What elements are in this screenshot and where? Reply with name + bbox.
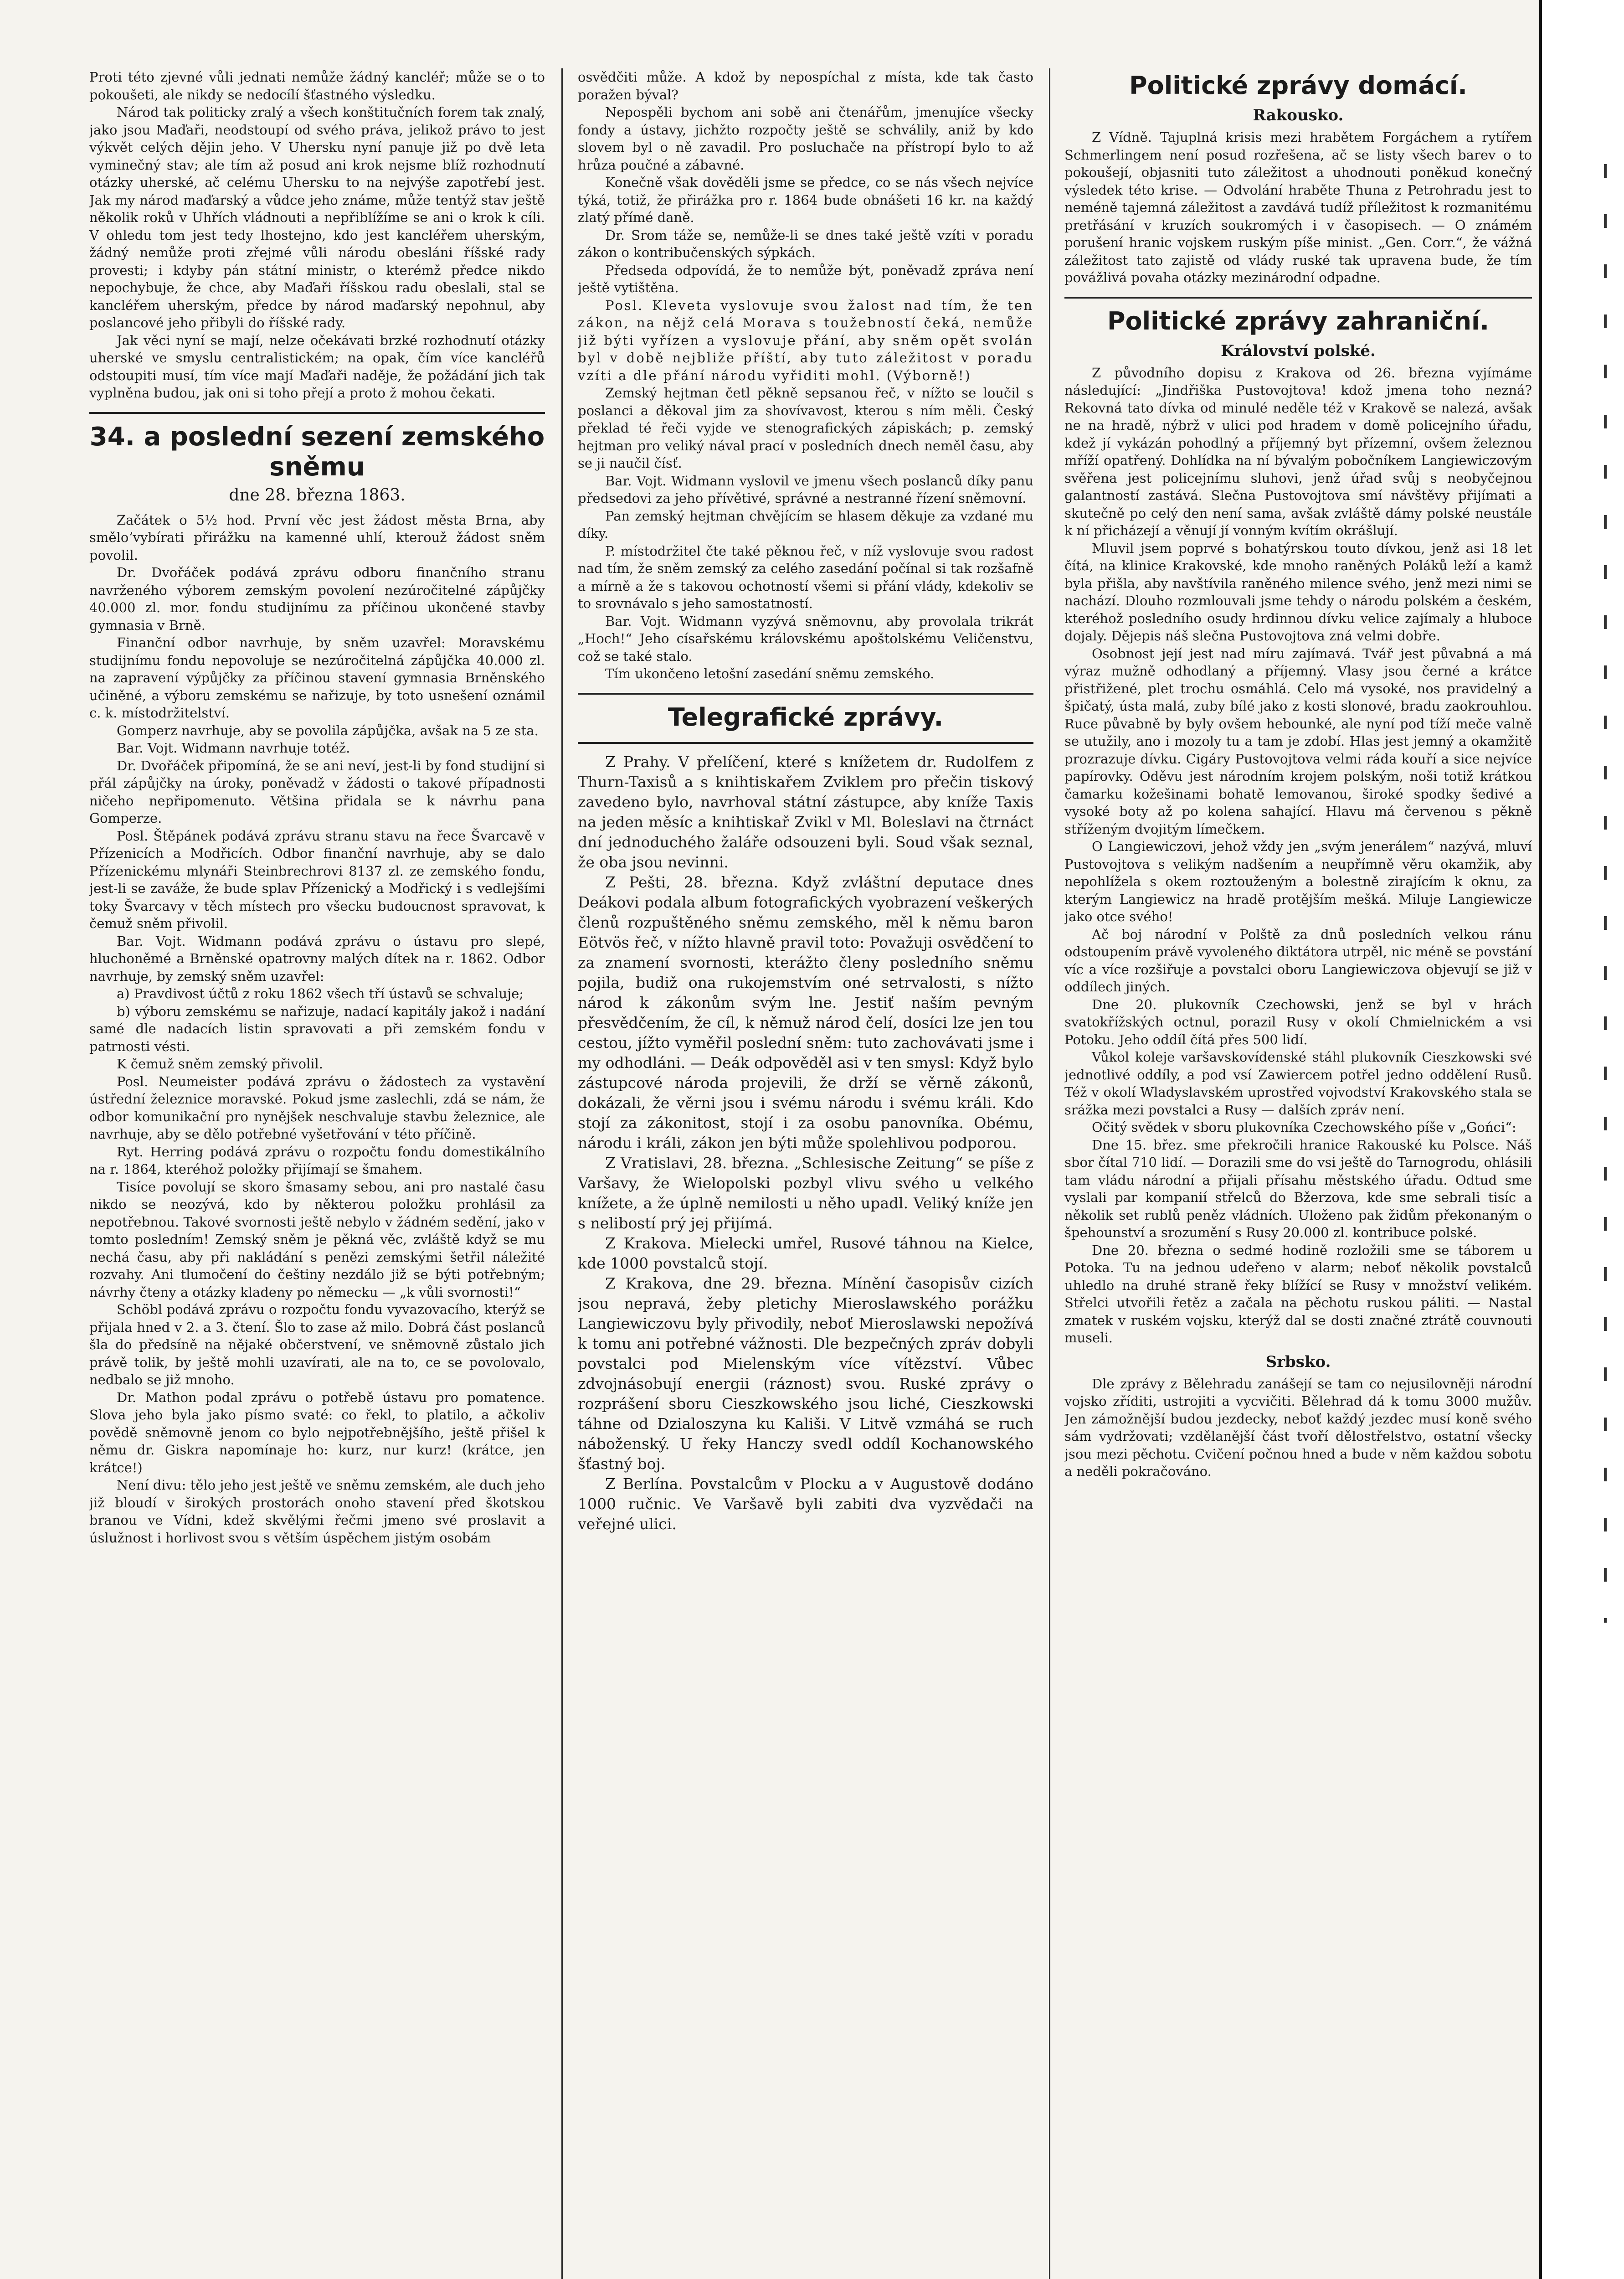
paragraph: Bar. Vojt. Widmann vyslovil ve jmenu všech poslanců díky panu předsedovi za jeho přívětivé, správné a nestranné řízení sněmovní. (578, 473, 1033, 506)
paragraph: Začátek o 5½ hod. První věc jest žádost města Brna, aby směloʼvybírati přirážku na kamenné uhlí, kterouž žádost sněm povolil. (89, 512, 545, 563)
paragraph: Tisíce povolují se skoro šmasamy sebou, ani pro nastalé času nikdo se neozývá, kdo by některou položku prohlásil za nepotřebnou. Takové svornosti ještě nebylo v žádném sedění, jako v tomto posledním! Zemský sněm je pěkná věc, zvláště když se mu nechá času, aby při nakládání s penězi zemskými šetřil náležité rozvahy. Ani tlumočení do češtiny nezdálo již se býti potřebným; návrhy čteny a otázky kladeny po německu — „k vůli svornosti!“ (89, 1179, 545, 1300)
paragraph: Osobnost její jest nad míru zajímavá. Tvář jest půvabná a má výraz mužně odhodlaný a příjemný. Vlasy jsou černé a krátce přistřižené, plet trochu osmáhlá. Celo má vysoké, nos pravidelný a špičatý, ústa malá, zuby bílé jako z kosti slonové, bradu zaokrouhlou. Ruce půvabně by byly ovšem hebounké, ale nyní pod tíží meče valně se utužily, ano i mozoly tu a tam je zdobí. Hlas jest jemný a okamžitě prozrazuje dívku. Cigáry Pustovojtova velmi ráda kouří a sice nejvíce papírovky. Oděvu jest národním krojem polským, noši totiž krátkou čamarku kožešinami bohatě lemovanou, široké spodky šedivé a vysoké boty až po kolena sahající. Hlavu má červenou s pěkně stříženým dvojitým límečkem. (1064, 645, 1532, 837)
column-3 (1064, 68, 1532, 2279)
section-divider (578, 693, 1033, 695)
paragraph: Gomperz navrhuje, aby se povolila zápůjčka, avšak na 5 ze sta. (117, 722, 539, 738)
domestic-news-heading: Politické zprávy domácí. (1129, 71, 1467, 100)
paragraph: Očitý svědek v sboru plukovníka Czechowského píše v „Gońci“: (1092, 1119, 1516, 1135)
paragraph: Mluvil jsem poprvé s bohatýrskou touto dívkou, jenž asi 18 let čítá, na klinice Krakovské, kde mnoho raněných Poláků leží a kamž byla přišla, aby navštívila raněného milence svého, jenž mezi nimi se nachází. Dlouho rozmlouvali jsme tehdy o národu polském a českém, kteréhož posledního osudy hrdinnou dívku velice zajímaly a hluboce dojaly. Dějepis náš slečna Pustovojtova zná velmi dobře. (1064, 540, 1532, 644)
paragraph: Konečně však dověděli jsme se předce, co se nás všech nejvíce týká, totiž, že přirážka pro r. 1864 bude obnášeti 16 kr. na každý zlatý přímé daně. (578, 175, 1033, 225)
page-edge (1539, 0, 1624, 2279)
list-item: b) výboru zemskému se nařizuje, nadací kapitály jakož i nadání samé dle nadacích listin spravovati a při zemském fondu v patrnosti vésti. (89, 1003, 545, 1054)
paragraph: Dne 20. března o sedmé hodině rozložili sme se táborem u Potoka. Tu na jednou udeřeno v alarm; neboť několik povstalců uhledlo na druhé straně řeky blížící se Rusy v množství velikém. Střelci utvořili řetěz a začala na pěchotu ruskou páliti. — Nastal zmatek v ruském vojsku, kterýž dal se dosti značné ztrátě couvnouti museli. (1064, 1242, 1532, 1346)
paragraph: Národ tak politicky zralý a všech konštitučních forem tak znalý, jako jsou Maďaři, neodstoupí od svého práva, jelikož právo to jest výkvět celých dějin jeho. V Uhersku nyní panuje již po dvě leta vyminečný stav; ale tím až posud ani krok nejsme blíž rozhodnutí otázky uherské, ač celému Uhersku to na nejvýše zapotřebí jest. Jak my národ maďarský a vůdce jeho známe, může tentýž stav ještě několik roků v Uhřích vládnouti a nepřiblížíme se ani o krok k cíli. V ohledu tom jest tedy lhostejno, kdo jest kancléřem uherským, žádný nemůže proti zřejmé vůli národu obesláni říšské rady provesti; i kdyby pán státní ministr, o kterémž předce nikdo nepochybuje, že chce, aby Maďaři říšskou radu obeslali, stal se kancléřem uherským, předce by národ maďarský nepohnul, aby poslancové jeho přibyli do říšské rady. (89, 104, 545, 330)
paragraph: O Langiewiczovi, jehož vždy jen „svým jenerálem“ nazývá, mluví Pustovojtova s velikým nadšením a neupřímně věru okamžik, aby nepohlížela s okem roztouženým a bolestně zirajícím k oknu, za kterým Langiewicz na hradě protějším mešká. Miluje Langiewicze jako otce svého! (1064, 839, 1532, 924)
paragraph: Posl. Neumeister podává zprávu o žádostech za vystavění ústřední železnice moravské. Pokud jsme zaslechli, zdá se nám, že odbor komunikační pro nynějšek neschvaluje stavbu železnice, ale navrhuje, aby se dělo potřebné vyšetřování v této příčině. (89, 1073, 545, 1142)
paragraph: Finanční odbor navrhuje, by sněm uzavřel: Moravskému studijnímu fondu nepovoluje se nezúročitelná zápůjčka 40.000 zl. na zapravení výpůjčky za příčinou stavení gymnasia Brněnského učiněné, a výboru zemskému se nařizuje, by toto usnešení oznámil c. k. místodržitelství. (89, 635, 545, 721)
paragraph: Dne 15. břez. sme překročili hranice Rakouské ku Polsce. Náš sbor čítal 710 lidí. — Dorazili sme do vsi ještě do Tarnogrodu, ohlásili tam vládu národní a přijali přísahu městského úřadu. Odtud sme vyslali par kompanií střelců do Bžerzova, kde sme sebrali tisíc a několik set rublů peněz vládních. Uloženo pak židům překonaným o špehounství a srozumění s Rusy 20.000 zl. kontribuce polské. (1064, 1137, 1532, 1240)
sitting-date: dne 28. března 1863. (229, 485, 406, 505)
serbia-subheading: Srbsko. (1265, 1352, 1331, 1371)
column-2 (578, 68, 1033, 2279)
paragraph: Dr. Srom táže se, nemůže-li se dnes také ještě vzíti v poradu zákon o kontribučenských sýpkách. (578, 227, 1033, 260)
section-divider (89, 412, 545, 414)
austria-subheading: Rakousko. (1253, 106, 1344, 124)
telegram-item: Z Vratislavi, 28. března. „Schlesische Zeitung“ se píše z Varšavy, že Wielopolski pozbyl vlivu svého u velkého knížete, a že úplně nemilosti u něho upadl. Veliký kníže jen s nelibostí prý jej přijímá. (578, 1154, 1033, 1232)
sitting-heading: 34. a poslední sezení zemského sněmu (89, 422, 545, 482)
paragraph: Ryt. Herring podává zprávu o rozpočtu fondu domestikálního na r. 1864, kteréhož položky přijímají se šmahem. (89, 1144, 545, 1177)
paragraph: Posl. Kleveta vyslovuje svou žalost nad tím, že ten zákon, na nějž celá Morava s toužebností čeká, nemůže již býti vyřízen a vyslovuje přání, aby sněm opět svolán byl v době nejbliže příští, aby tuto záležitost v poradu vzíti a dle přání národu vyřiditi mohl. (Výborně!) (578, 297, 1033, 383)
telegram-item: Z Krakova, dne 29. března. Mínění časopisův cizích jsou nepravá, žeby pletichy Mieroslawského porážku Langiewiczovu byly přivodily, neboť Mieroslawski nepožívá k tomu ani potřebné vážnosti. Dle bezpečných zpráv dobyli povstalci pod Mielenským více vítězství. Vůbec zdvojnásobují energii (ráznost) svou. Ruské zprávy o rozprášení sboru Cieszkowského jsou liché, Cieszkowski táhne od Dzialoszyna ku Kališi. V Litvě vzmáhá se ruch náboženský. U řeky Hanczy svedl oddíl Kochanowského šťastný boj. (578, 1274, 1033, 1473)
paragraph: Z původního dopisu z Krakova od 26. března vyjímáme následující: „Jindřiška Pustovojtova! kdož jmena toho nezná? Rekovná tato dívka od minulé neděle též v Krakově se nalezá, avšak ne na hradě, nýbrž v ulici pod hradem v domě policejního úřadu, kdež jí vykázán pohodlný a příjemný byt přízemní, ovšem železnou mříží opatřený. Dohlídka na ní bývalým pobočníkem Langiewiczovým svěřena jest policejnímu sluhovi, jenž úřad svůj s neobyčejnou galantností zastává. Slečna Pustovojtova smí návštěvy přijímati a skutečně po celý den není sama, avšak zvláště dámy polské neustále k ní přicházejí a věnují jí vonným kvítím okrášlují. (1064, 365, 1532, 538)
telegram-item: Z Berlína. Povstalcům v Plocku a v Augustově dodáno 1000 ručnic. Ve Varšavě byli zabiti dva vyzvědači na veřejné ulici. (578, 1475, 1033, 1533)
paragraph: Tím ukončeno letošní zasedání sněmu zemského. (605, 666, 935, 681)
paragraph: Ač boj národní v Polště za dnů posledních velkou ránu odstoupením právě vyvoleného diktátora utrpěl, nic méně se povstání víc a více rozšiřuje a povstalci oboru Langiewiczova objevují se již v oddílech jiných. (1064, 926, 1532, 995)
paragraph: Z Vídně. Tajuplná krisis mezi hrabětem Forgáchem a rytířem Schmerlingem není posud rozřešena, ač se listy všech barev o to pokoušejí, objasniti tuto záležitost a uhodnouti poněkud konečný výsledek této krise. — Odvolání hraběte Thuna z Petrohradu jest to neméně tajemná záležitost a zavdává tudíž příležitost k rozmanitému pretřásání v kruzích soukromých i v časopisech. — O známém porušení hranic vojskem ruským píše minist. „Gen. Corr.“, že vážná záležitost tato zajistě od vlády ruské tak upravena bude, že tím povážlivá povaha otázky mezinárodní odpadne. (1064, 129, 1532, 285)
paragraph: Nepospěli bychom ani sobě ani čtenářům, jmenujíce všecky fondy a ústavy, jichžto rozpočty ještě se schválily, aniž by kdo slovem byl o ně zavadil. Pro posluchače na přístropí bylo to až hrůza poučné a zábavné. (578, 104, 1033, 173)
list-item: a) Pravdivost účtů z roku 1862 všech tří ústavů se schvaluje; (117, 986, 524, 1001)
section-divider (1064, 297, 1532, 299)
poland-subheading: Království polské. (1221, 341, 1376, 360)
telegram-item: Z Prahy. V přelíčení, které s knížetem dr. Rudolfem z Thurn-Taxisů a s knihtiskařem Zviklem pro přečin tiskový zavedeno bylo, navrhoval státní zástupce, aby kníže Taxis na jeden měsíc a knihtiskař Zvikl v Ml. Boleslavi na čtrnáct dní jednoduchého žaláře odsouzeni byli. Soud však seznal, že oba jsou nevinni. (578, 753, 1033, 871)
paragraph: Vůkol koleje varšavskovídenské stáhl plukovník Cieszkowski své jednotlivé oddíly, a pod vsí Zawiercem potřel jedno oddělení Rusů. Též v okolí Wladyslavském uprostřed vojvodství Krakovského stala se srážka mezi povstalci a Rusy — dalších zpráv není. (1064, 1049, 1532, 1118)
paragraph: P. místodržitel čte také pěknou řeč, v níž vyslovuje svou radost nad tím, že sněm zemský za celého zasedání počínal si tak rozšafně a mírně a že s takovou ochotností všemi si přání vlády, kdekoliv se to srovnávalo s jeho samostatností. (578, 543, 1033, 611)
telegram-heading: Telegrafické zprávy. (668, 702, 944, 732)
column-rule-right (1049, 68, 1050, 2279)
telegram-item: Z Pešti, 28. března. Když zvláštní deputace dnes Deákovi podala album fotografických vyobrazení veškerých členů rozpuštěného sněmu zemského, měl k němu baron Eötvös řeč, v nížto hlavně pravil toto: Považuji osvědčení to za znamení svornosti, kterážto členy posledního sněmu pojila, budiž ona rukojemstvím oné setrvalosti, s nížto národ k zákonům svým lne. Jestiť naším pevným přesvědčením, že cíl, k němuž národ čelí, dosíci lze jen tou cestou, jížto vyměřil poslední sněm: tuto zachovávati jsme i my odhodláni. — Deák odpověděl asi v ten smysl: Když bylo zástupcové národa projevili, že drží se věrně zákonů, dokázali, že věrni jsou i svému národu i svému králi. Kdo stojí za zákonitost, stojí i za osobu panovníka. Obému, národu i králi, zákon jen býti může spolehlivou podporou. (578, 873, 1033, 1152)
paragraph: K čemuž sněm zemský přivolil. (117, 1056, 323, 1072)
paragraph: Dne 20. plukovník Czechowski, jenž se byl v hrách svatokřížských octnul, porazil Rusy v okolí Chmielnickém a vsi Potoku. Jeho oddíl čítá přes 500 lidí. (1064, 996, 1532, 1047)
foreign-news-heading: Politické zprávy zahraniční. (1107, 306, 1490, 335)
paragraph: Schöbl podává zprávu o rozpočtu fondu vyvazovacího, kterýž se přijala hned v 2. a 3. čtení. Šlo to zase až milo. Dobrá část poslanců šla do předsíně na nějaké občerstvení, ve sněmovně zůstalo jich právě tolik, by ještě mohli uzavírati, ale na to, ce se povolovalo, nedbalo se již mnoho. (89, 1302, 545, 1387)
paragraph: Jak věci nyní se mají, nelze očekávati brzké rozhodnutí otázky uherské ve smyslu centralistickém; na opak, čím více kancléřů odstoupiti musí, tím více mají Maďaři naděje, že požádání jich tak vyplněna budou, jak oni si toho přejí a proto ž mohou čekati. (89, 332, 545, 401)
column-1 (89, 68, 545, 2279)
section-divider (578, 742, 1033, 744)
paragraph: Bar. Vojt. Widmann podává zprávu o ústavu pro slepé, hluchoněmé a Brněnské opatrovny malých dítek na r. 1862. Odbor navrhuje, by zemský sněm uzavřel: (89, 933, 545, 984)
telegram-item: Z Krakova. Mielecki umřel, Rusové táhnou na Kielce, kde 1000 povstalců stojí. (578, 1234, 1033, 1272)
paragraph: Není divu: tělo jeho jest ještě ve sněmu zemském, ale duch jeho již bloudí v širokých prostorách onoho stavení před škotskou branou ve Vídni, kdež skvělými řečmi jmeno své proslavit a úslužnost i horlivost svou s větším úspěchem jistým osobám (89, 1477, 545, 1546)
paragraph: Dr. Mathon podal zprávu o potřebě ústavu pro pomatence. Slova jeho byla jako písmo svaté: co řekl, to platilo, a ačkoliv povědě sněmovně jenom co bylo nejpotřebnějšího, ještě přišel k němu dr. Giskra napomínaje ho: kurz, nur kurz! (krátce, jen krátce!) (89, 1389, 545, 1475)
paragraph: Zemský hejtman četl pěkně sepsanou řeč, v nížto se loučil s poslanci a děkoval jim za shovívavost, kterou s ním měli. Český překlad té řeči vyjde ve stenografických zápiskách; p. zemský hejtman pro veliký nával prací v posledních dnech neměl času, aby se ji naučil čísť. (578, 385, 1033, 471)
paragraph: Dle zprávy z Bělehradu zanášejí se tam co nejusilovněji národní vojsko zříditi, ustrojiti a vycvičiti. Bělehrad dá k tomu 3000 mužův. Jen zámožnější budou jezdecky, neboť každý jezdec musí koně svého sám vydržovati; vzdělanější část tvoří dělostřelstvo, ostatní všecky jsou mezi pěchotu. Cvičení počnou hned a bude v něm každou sobotu a neděli pokračováno. (1064, 1376, 1532, 1479)
paragraph: Proti této zjevné vůli jednati nemůže žádný kancléř; může se o to pokoušeti, ale nikdy se nedocílí šťastného výsledku. (89, 69, 545, 103)
paragraph: Pan zemský hejtman chvějícím se hlasem děkuje za vzdané mu díky. (578, 508, 1033, 541)
paragraph: Dr. Dvořáček podává zprávu odboru finančního stranu navrženého výborem zemským povolení nezúročitelné zápůjčky 40.000 zl. mor. fondu studijnímu za příčinou ukončené stavby gymnasia v Brně. (89, 565, 545, 633)
page-edge-marks (1604, 164, 1607, 1623)
paragraph: Posl. Štěpánek podává zprávu stranu stavu na řece Švarcavě v Přízenicích a Modřicích. Odbor finanční navrhuje, aby se dalo Přízenickému mlynáři Steinbrechrovi 8137 zl. ze zemského fondu, jest-li se zaváže, že bude splav Přízenický a Modřický i s vedlejšími toky Švarcavy v těch místech pro všecku budoucnost spravovat, k čemuž sněm přivolil. (89, 828, 545, 931)
paragraph: osvědčiti může. A kdož by nepospíchal z místa, kde tak často poražen býval? (578, 69, 1033, 103)
column-rule-left (561, 68, 563, 2279)
paragraph: Dr. Dvořáček připomíná, že se ani neví, jest-li by fond studijní si přál zápůjčky na úroky, poněvadž v žádosti o takové případnosti ničeho nepřipomenuto. Většina přidala se k návrhu pana Gomperze. (89, 758, 545, 826)
paragraph: Bar. Vojt. Widmann vyzývá sněmovnu, aby provolala trikrát „Hoch!“ Jeho císařskému královskému apoštolskému Veličenstvu, což se také stalo. (578, 613, 1033, 664)
paragraph: Předseda odpovídá, že to nemůže být, poněvadž zpráva není ještě vytištěna. (578, 262, 1033, 295)
paragraph: Bar. Vojt. Widmann navrhuje totéž. (117, 740, 350, 756)
